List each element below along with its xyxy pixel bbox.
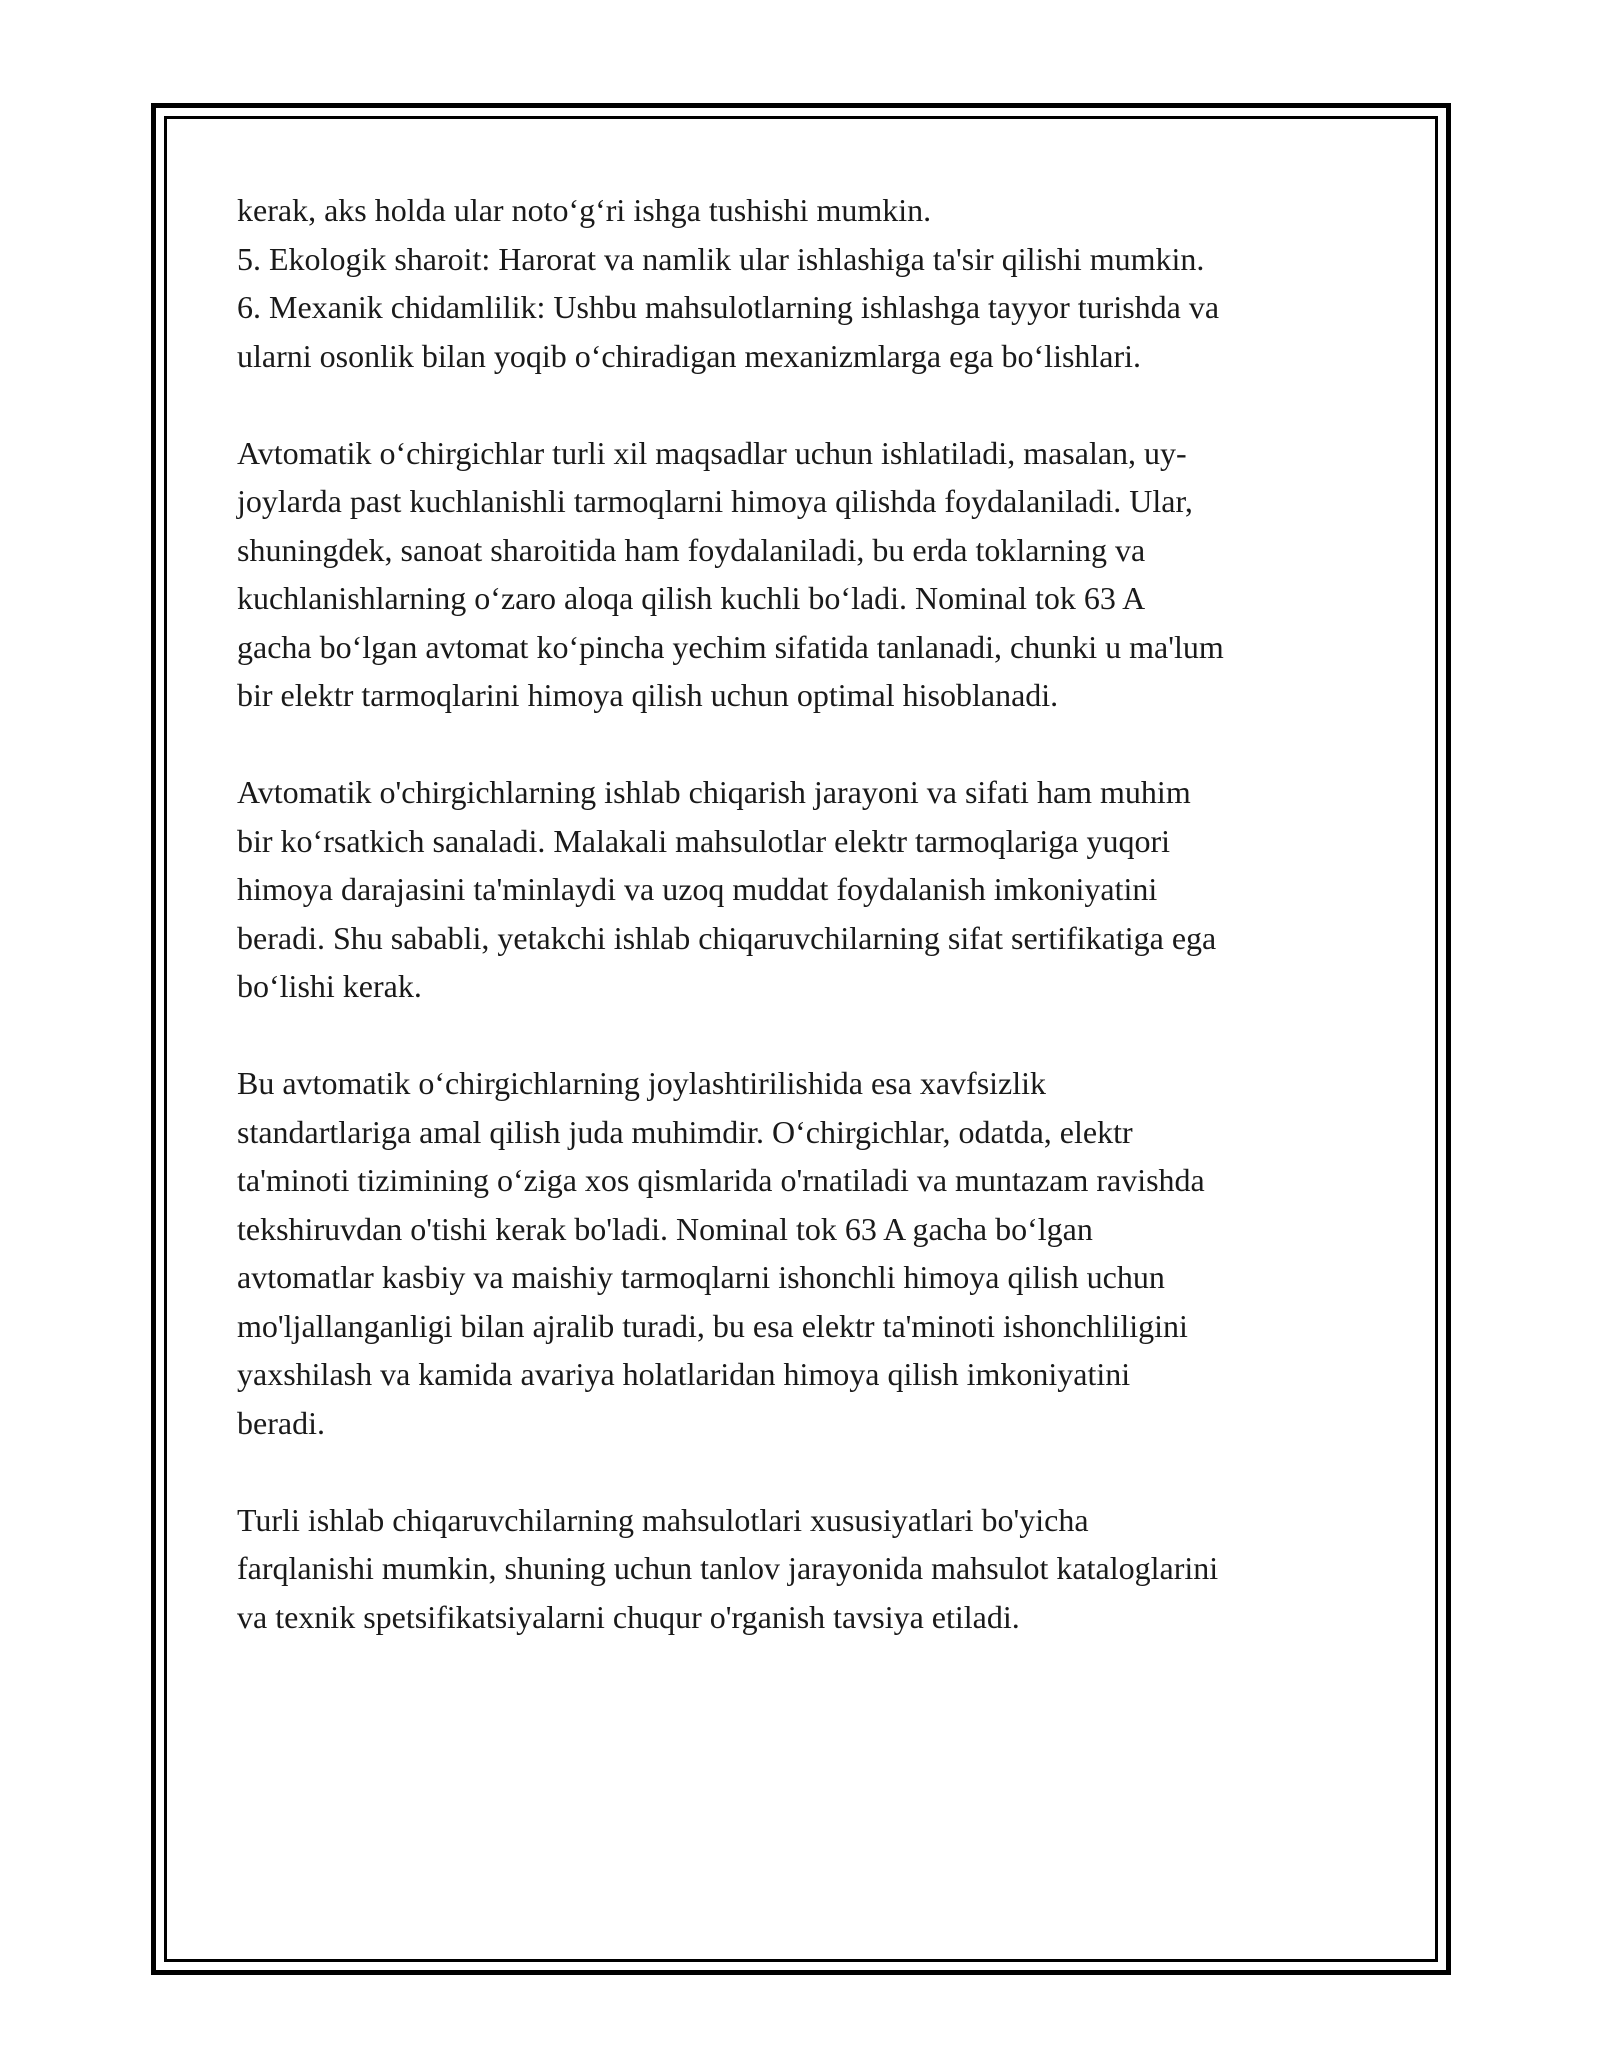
paragraph-5	[237, 1496, 1392, 1642]
text-line: mo'ljallanganligi bilan ajralib turadi, bu esa elektr ta'minoti ishonchliligini	[237, 1307, 1188, 1344]
paragraph-1	[237, 186, 1392, 380]
text-line: joylarda past kuchlanishli tarmoqlarni himoya qilishda foydalaniladi. Ular,	[237, 483, 1193, 519]
paragraph-2	[237, 429, 1392, 720]
text-line: bir elektr tarmoqlarini himoya qilish uchun optimal hisoblanadi.	[237, 677, 1059, 713]
paragraph-3	[237, 768, 1392, 1011]
document-body	[237, 186, 1392, 1690]
text-line: ta'minoti tizimining o‘ziga xos qismlarida o'rnatiladi va muntazam ravishda	[237, 1162, 1205, 1198]
text-line: bir ko‘rsatkich sanaladi. Malakali mahsulotlar elektr tarmoqlariga yuqori	[237, 822, 1171, 859]
text-line: 6. Mexanik chidamlilik: Ushbu mahsulotlarning ishlashga tayyor turishda va	[237, 289, 1220, 325]
text-line: tekshiruvdan o'tishi kerak bo'ladi. Nominal tok 63 A gacha bo‘lgan	[237, 1210, 1093, 1247]
text-line: kerak, aks holda ular noto‘g‘ri ishga tushishi mumkin.	[237, 192, 932, 228]
text-line: Avtomatik o'chirgichlarning ishlab chiqarish jarayoni va sifati ham muhim	[237, 774, 1191, 810]
text-line: beradi. Shu sababli, yetakchi ishlab chiqaruvchilarning sifat sertifikatiga ega	[237, 919, 1217, 956]
text-line: yaxshilash va kamida avariya holatlaridan himoya qilish imkoniyatini	[237, 1356, 1131, 1392]
text-line: va texnik spetsifikatsiyalarni chuqur o'rganish tavsiya etiladi.	[237, 1598, 1020, 1635]
text-line: Avtomatik o‘chirgichlar turli xil maqsadlar uchun ishlatiladi, masalan, uy-	[237, 434, 1187, 471]
text-line: standartlariga amal qilish juda muhimdir. O‘chirgichlar, odatda, elektr	[237, 1113, 1133, 1150]
text-line: gacha bo‘lgan avtomat ko‘pincha yechim sifatida tanlanadi, chunki u ma'lum	[237, 628, 1224, 665]
text-line: farqlanishi mumkin, shuning uchun tanlov jarayonida mahsulot kataloglarini	[237, 1550, 1219, 1586]
paragraph-4	[237, 1059, 1392, 1447]
text-line: Bu avtomatik o‘chirgichlarning joylashtirilishida esa xavfsizlik	[237, 1065, 1047, 1101]
text-line: shuningdek, sanoat sharoitida ham foydalaniladi, bu erda toklarning va	[237, 531, 1146, 568]
text-line: ularni osonlik bilan yoqib o‘chiradigan mexanizmlarga ega bo‘lishlari.	[237, 337, 1142, 374]
text-line: himoya darajasini ta'minlaydi va uzoq muddat foydalanish imkoniyatini	[237, 871, 1158, 907]
text-line: 5. Ekologik sharoit: Harorat va namlik ular ishlashiga ta'sir qilishi mumkin.	[237, 240, 1205, 277]
text-line: kuchlanishlarning o‘zaro aloqa qilish kuchli bo‘ladi. Nominal tok 63 A	[237, 580, 1146, 616]
text-line: Turli ishlab chiqaruvchilarning mahsulotlari xususiyatlari bo'yicha	[237, 1501, 1089, 1538]
text-line: avtomatlar kasbiy va maishiy tarmoqlarni ishonchli himoya qilish uchun	[237, 1259, 1165, 1295]
text-line: bo‘lishi kerak.	[237, 968, 422, 1004]
text-line: beradi.	[237, 1404, 325, 1441]
